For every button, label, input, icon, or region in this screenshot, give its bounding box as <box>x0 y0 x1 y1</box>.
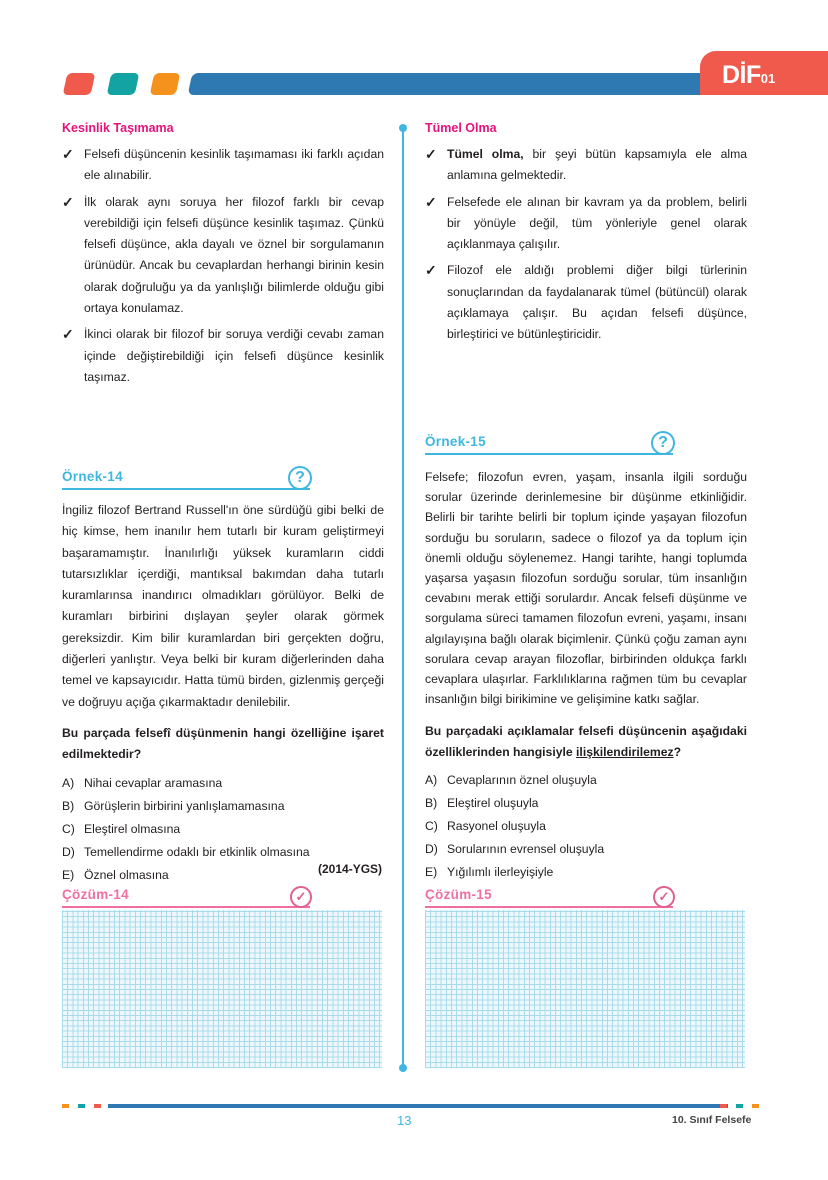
solution-15-title: Çözüm-15 <box>425 887 492 902</box>
example-15-text: Felsefe; filozofun evren, yaşam, insanla ilgili sorduğu sorular üzerinde derinlemesine bir düşünme etkinliğidir. Belirli bir tarihte belirli bir toplum içinde yaşayan filozofun sorduğu bu soruların, sadece o filozof ya da toplum için önemli olduğu söylenemez. Hangi tarihte, hangi toplumda yaşarsa yaşasın filozofun sorduğu sorular, tüm insanlığın cevabını merak ettiği sorulardır. Ancak felsefi düşünme ve sorgulama süreci tamamen filozofun evreni, yaşamı, insanı algılayışına bağlı olarak biçimlenir. Çünkü çoğu zaman aynı sorulara cevap arayan filozoflar, birbirinden oldukça farklı cevaplara ulaşırlar. Farklılıklarına rağmen tüm bu cevaplar insanlığın bilgi birikimine ve gelişimine katkı sağlar. <box>425 470 747 707</box>
column-divider <box>402 128 404 1068</box>
right-bullets <box>425 144 747 351</box>
option-b[interactable]: B) Eleştirel oluşuyla <box>425 796 539 811</box>
footer-bar <box>108 1104 728 1108</box>
example-15-question: Bu parçadaki açıklamalar felsefi düşüncenin aşağıdaki özelliklerinden hangisiyle ilişkilendirilemez? <box>425 724 747 760</box>
check-icon: ✓ <box>425 193 437 210</box>
option-d[interactable]: D) Temellendirme odaklı bir etkinlik olmasına <box>62 844 310 859</box>
section-title-kesinlik: Kesinlik Taşımama <box>62 121 174 135</box>
footer-dash <box>62 1104 69 1108</box>
bullet-item: ✓ İkinci olarak bir filozof bir soruya verdiği cevabı zaman içinde değiştirebildiği için felsefi düşünce kesinlik taşımaz. <box>62 326 384 384</box>
footer-dash <box>752 1104 759 1108</box>
footer-dash <box>736 1104 743 1108</box>
check-icon: ✓ <box>62 193 74 210</box>
header-bar <box>188 73 733 95</box>
check-icon: ✓ <box>425 262 437 279</box>
example-15-body <box>425 467 747 884</box>
example-14-body <box>62 500 384 887</box>
divider-dot-top <box>399 124 407 132</box>
section-title-tumel: Tümel Olma <box>425 121 497 135</box>
example-14-question: Bu parçada felsefî düşünmenin hangi özelliğine işaret edilmektedir? <box>62 725 384 762</box>
divider-dot-bottom <box>399 1064 407 1072</box>
book-title: 10. Sınıf Felsefe <box>672 1114 752 1126</box>
bullet-item: ✓ Felsefi düşüncenin kesinlik taşımaması iki farklı açıdan ele alınabilir. <box>62 146 384 183</box>
option-e[interactable]: E) Yığılımlı ilerleyişiyle <box>425 865 554 880</box>
check-icon: ✓ <box>62 146 74 162</box>
option-b[interactable]: B) Görüşlerin birbirini yanlışlamamasına <box>62 798 285 813</box>
solution-14-header <box>62 886 310 908</box>
example-14-text: İngiliz filozof Bertrand Russell'ın öne sürdüğü gibi belki de hiç kimse, hem inanılır hem tutarlı bir kuram geliştirmeyi başaramamıştır. İnanılırlığı yüksek kuramların ciddi tutarsızlıklar içerdiği, mantıksal bakımdan daha tutarlı kuramlarınsa inandırıcı olmadıkları görülüyor. Belki de kuramları birbirini dışlayan şeyler olarak görmek gereksizdir. Kim bilir kuramlardan biri gerçekten doğru, diğerleri yanlıştır. Veya belki bir kuram diğerlerinden daha temel ve kapsayıcıdır. Hatta tümü birden, gizlenmiş gerçeği ve doğruyu açığa çıkarmaktadır denilebilir. <box>62 503 384 709</box>
decor-chip-teal <box>107 73 140 95</box>
decor-chip-orange <box>150 73 181 95</box>
example-15-title: Örnek-15 <box>425 434 486 449</box>
left-bullets <box>62 144 384 393</box>
option-a[interactable]: A) Nihai cevaplar aramasına <box>62 775 223 790</box>
option-c[interactable]: C) Eleştirel olmasına <box>62 821 181 836</box>
example-15-header <box>425 433 673 455</box>
check-icon: ✓ <box>425 146 437 162</box>
option-d[interactable]: D) Sorularının evrensel oluşuyla <box>425 842 605 857</box>
solution-15-header <box>425 886 673 908</box>
option-e[interactable]: E) Öznel olmasına <box>62 867 169 882</box>
solution-14-title: Çözüm-14 <box>62 887 129 902</box>
solution-14-grid[interactable] <box>62 910 382 1068</box>
check-circle-icon: ✓ <box>653 886 675 908</box>
solution-15-grid[interactable] <box>425 910 745 1068</box>
check-icon: ✓ <box>62 326 74 343</box>
example-14-title: Örnek-14 <box>62 469 123 484</box>
option-c[interactable]: C) Rasyonel oluşuyla <box>425 819 546 834</box>
check-circle-icon: ✓ <box>290 886 312 908</box>
example-15-options <box>425 769 747 884</box>
source-label: (2014-YGS) <box>318 862 383 876</box>
decor-chip-red <box>63 73 96 95</box>
bullet-item: ✓ Filozof ele aldığı problemi diğer bilgi türlerinin sonuçlarından da faydalanarak tümel (bütüncül) olarak açıklamaya çalışır. Bu açıdan felsefi düşünce, birleştirici ve bütünleştiricidir. <box>425 262 747 342</box>
footer-dash <box>78 1104 85 1108</box>
footer-dash <box>720 1104 727 1108</box>
bullet-item: ✓ Tümel olma, bir şeyi bütün kapsamıyla ele alma anlamına gelmektedir. <box>425 146 748 183</box>
footer-dash <box>94 1104 101 1108</box>
example-14-header <box>62 468 310 490</box>
bullet-item: ✓ Felsefede ele alınan bir kavram ya da problem, belirli bir yönüyle değil, tüm yönleriyle genel olarak açıklanmaya çalışılır. <box>425 193 747 252</box>
bullet-item: ✓ İlk olarak aynı soruya her filozof farklı bir cevap verebildiği için felsefi düşünce kesinlik taşımaz. Çünkü felsefi düşünce, akla dayalı ve öznel bir sorgulamanın ürünüdür. Ancak bu cevaplardan herhangi birinin kesin olarak doğruluğu ya da yanlışlığı bilimlerde olduğu gibi ortaya konulamaz. <box>62 193 384 316</box>
brand-logo: DİF01 <box>722 61 776 89</box>
page-number: 13 <box>397 1113 412 1128</box>
question-icon: ? <box>651 431 675 455</box>
option-a[interactable]: A) Cevaplarının öznel oluşuyla <box>425 773 597 788</box>
question-icon: ? <box>288 466 312 490</box>
